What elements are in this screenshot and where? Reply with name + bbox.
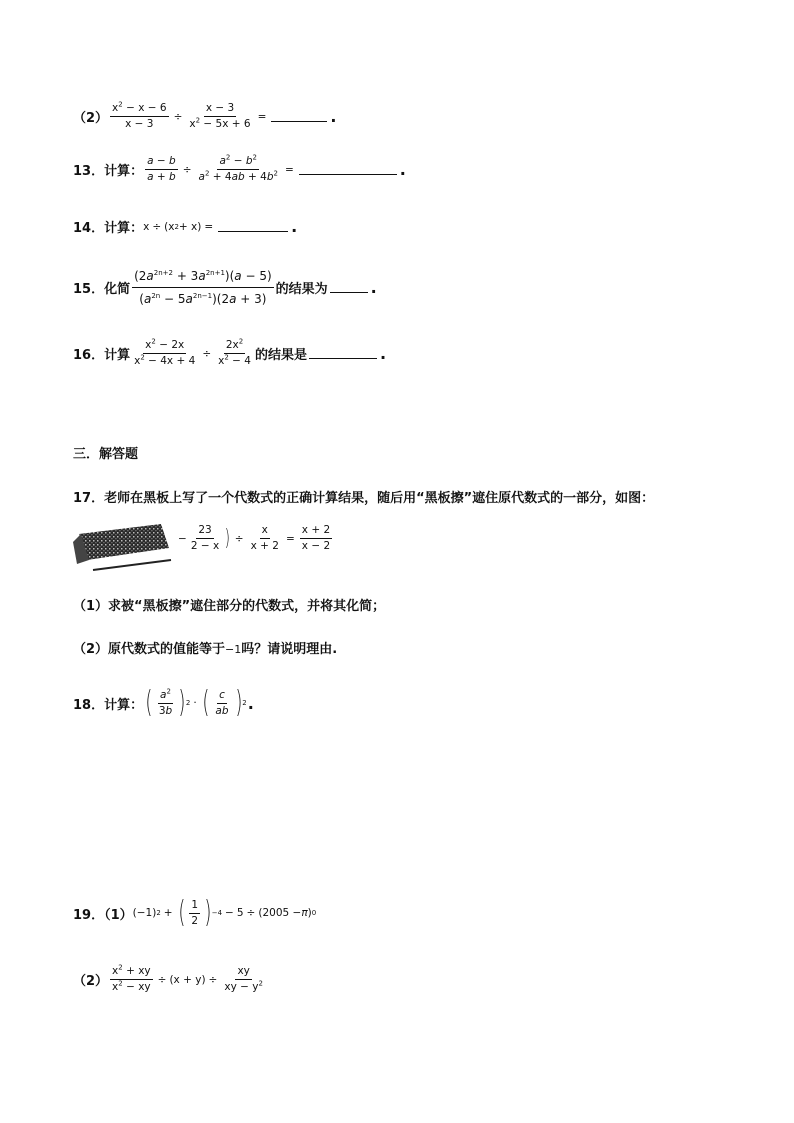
q19-label: 19．（1） [73, 907, 133, 923]
question-18: 18．计算： ( $\frac{a^2}{3b}$ ) 2 · ( $\frac{c}{ab}$ ) 2 . [73, 685, 254, 720]
q12-2-label: （2） [73, 111, 109, 126]
q18-label: 18．计算： [73, 697, 144, 713]
q17-value: −1 [225, 643, 242, 656]
q19-1-expression: (−1) 2 + ( $\frac{1}{2}$ ) −4 − 5 ÷ (2005 − π ) 0 [132, 895, 317, 930]
fraction: $\frac{23}{2 - x}$ [190, 524, 220, 552]
fraction: $\frac{x + 2}{x - 2}$ [301, 524, 331, 552]
fraction: $\frac{x^2 - x - 6}{x - 3}$ [112, 100, 167, 130]
fraction: $\frac{(2a^{2n+2} + 3a^{2n+1})(a - 5)}{(a^{2n} - 5a^{2n-1})(2a + 3)}$ [132, 266, 274, 309]
question-17-expression [178, 524, 334, 553]
fraction: $\frac{1}{2}$ [191, 898, 198, 927]
fraction: $\frac{x^2 + xy}{x^2 - xy}$ [112, 963, 151, 993]
q14-expression: x ÷ (x 2 + x) = [143, 220, 214, 233]
q15-expression [130, 266, 276, 309]
question-12-part-2: （2） $\frac{x^2 - x - 6}{x - 3}$ ÷ $\frac{x - 3}{x^2 - 5x + 6}$ = . [73, 100, 337, 130]
q16-expression: $\frac{x^2 - 2x}{x^2 - 4x + 4}$ ÷ $\frac{2x^2}{x^2 - 4}$ [134, 337, 251, 367]
q18-expression: ( $\frac{a^2}{3b}$ ) 2 · ( $\frac{c}{ab}$ ) 2 [145, 685, 247, 720]
question-16: 16．计算 $\frac{x^2 - 2x}{x^2 - 4x + 4}$ ÷ $\frac{2x^2}{x^2 - 4}$ 的结果是 . [73, 337, 387, 367]
question-15: 15．化简 $\frac{(2a^{2n+2} + 3a^{2n+1})(a - 5)}{(a^{2n} - 5a^{2n-1})(2a + 3)}$ 的结果为 . [73, 266, 377, 309]
fraction: $\frac{xy}{xy - y^2}$ [224, 965, 263, 993]
answer-blank[interactable] [218, 221, 288, 232]
q15-label: 15．化简 [73, 282, 131, 297]
question-19-part-1 [73, 895, 317, 930]
answer-blank[interactable] [330, 282, 368, 293]
q19-2-label: （2） [73, 974, 109, 989]
question-14: 14．计算： x ÷ (x 2 + x) = . [73, 217, 298, 236]
question-17-part-2: （2）原代数式的值能等于−1吗？请说明理由. [73, 642, 338, 657]
fraction: $\frac{x - 3}{x^2 - 5x + 6}$ [189, 102, 251, 130]
fraction: $\frac{a^2}{3b}$ [158, 687, 173, 717]
fraction: $\frac{2x^2}{x^2 - 4}$ [218, 337, 251, 367]
answer-blank[interactable] [271, 111, 327, 122]
question-17-stem: 17．老师在黑板上写了一个代数式的正确计算结果，随后用“黑板擦”遮住原代数式的一部分，如图： [73, 491, 655, 506]
q19-2-expression: $\frac{x^2 + xy}{x^2 - xy}$ ÷ (x + y) ÷ $\frac{xy}{xy - y^2}$ [112, 963, 263, 993]
q12-2-expression: $\frac{x^2 - x - 6}{x - 3}$ ÷ $\frac{x - 3}{x^2 - 5x + 6}$ = [112, 100, 267, 130]
fraction: $\frac{a - b}{a + b}$ [147, 155, 176, 183]
question-19-part-2 [73, 965, 267, 994]
question-17-part-1: （1）求被“黑板擦”遮住部分的代数式，并将其化简； [73, 599, 386, 614]
q14-label: 14．计算： [73, 221, 144, 236]
section-title: 三．解答题 [73, 447, 139, 462]
answer-blank[interactable] [309, 348, 377, 359]
q13-label: 13．计算： [73, 164, 144, 179]
q13-expression: $\frac{a - b}{a + b}$ ÷ $\frac{a^2 - b^2}{a^2 + 4ab + 4b^2}$ = [147, 153, 294, 183]
answer-blank[interactable] [299, 164, 397, 175]
q16-label: 16．计算 [73, 348, 131, 363]
q17-expression: − $\frac{23}{2 - x}$ ) ÷ $\frac{x}{x + 2}$ = $\frac{x + 2}{x - 2}$ [178, 524, 331, 552]
fraction: $\frac{x}{x + 2}$ [250, 524, 279, 552]
blackboard-eraser-image [73, 520, 173, 572]
fraction: $\frac{a^2 - b^2}{a^2 + 4ab + 4b^2}$ [198, 153, 278, 183]
fraction: $\frac{c}{ab}$ [215, 688, 229, 717]
fraction: $\frac{x^2 - 2x}{x^2 - 4x + 4}$ [134, 337, 196, 367]
question-13: 13．计算： $\frac{a - b}{a + b}$ ÷ $\frac{a^2 - b^2}{a^2 + 4ab + 4b^2}$ = . [73, 153, 406, 183]
q15-suffix: 的结果为 [275, 282, 328, 297]
q16-suffix: 的结果是 [254, 348, 307, 363]
